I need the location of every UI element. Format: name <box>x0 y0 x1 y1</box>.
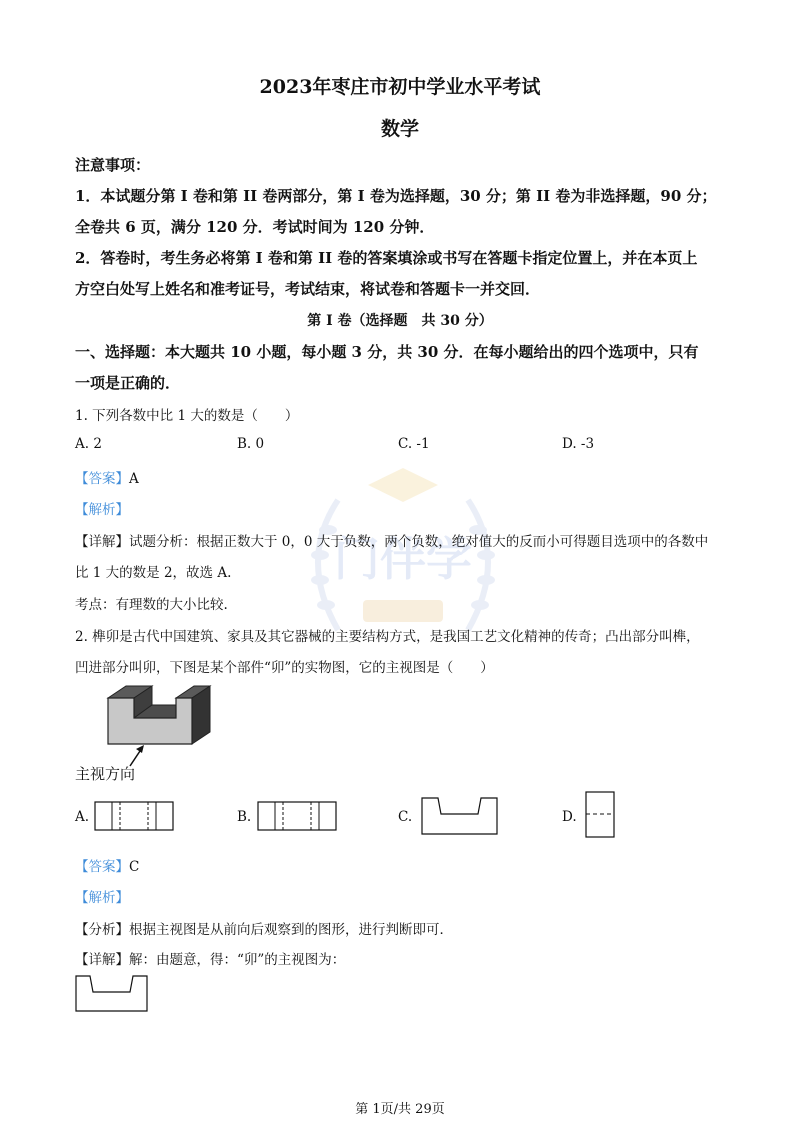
q1-option-a: A. 2 <box>75 436 102 452</box>
q2-option-a-figure <box>94 801 176 833</box>
q2-detail <box>75 948 345 968</box>
q2-answer: C <box>129 859 140 875</box>
notice-line-1a: 1．本试题分第 I 卷和第 II 卷两部分，第 I 卷为选择题，30 分；第 II 卷为非选择题，90 分； <box>75 187 717 205</box>
mortise-3d-figure <box>100 682 220 772</box>
q2-stem-b: 凹进部分叫卯，下图是某个部件“卯”的实物图，它的主视图是（ ） <box>75 660 494 676</box>
q1-option-c: C. -1 <box>398 436 430 452</box>
q2-answer-line <box>75 855 139 875</box>
q1-detail-text: 试题分析：根据正数大于 0，0 大于负数，两个负数，绝对值大的反而小可得题目选项中的各数中 <box>129 534 709 550</box>
detail-tag: 【详解】 <box>75 952 129 968</box>
part1-title: 第 I 卷（选择题 共 30 分） <box>307 313 493 329</box>
answer-tag: 【答案】 <box>75 859 129 875</box>
q2-option-d-label: D. <box>562 809 577 825</box>
watermark-logo <box>268 440 538 690</box>
q1-option-d: D. -3 <box>562 436 595 452</box>
answer-tag: 【答案】 <box>75 471 129 487</box>
q1-detail-a <box>75 530 708 550</box>
analysis-tag: 【解析】 <box>75 890 129 906</box>
q2-fenxi-text: 根据主视图是从前向后观察到的图形，进行判断即可． <box>129 922 453 938</box>
q2-option-c-label: C. <box>398 809 413 825</box>
q2-option-b-figure <box>257 801 339 833</box>
notice-line-2a: 2．答卷时，考生务必将第 I 卷和第 II 卷的答案填涂或书写在答题卡指定位置上，并在本页上 <box>75 249 698 267</box>
notice-heading: 注意事项： <box>75 156 151 174</box>
fenxi-tag: 【分析】 <box>75 922 129 938</box>
q1-option-b: B. 0 <box>237 436 265 452</box>
section-heading-b: 一项是正确的． <box>75 374 181 392</box>
q2-option-d-figure <box>585 791 617 839</box>
q2-stem-a: 2. 榫卯是古代中国建筑、家具及其它器械的主要结构方式，是我国工艺文化精神的传奇；凸出部分叫榫， <box>75 629 700 645</box>
q1-stem: 1. 下列各数中比 1 大的数是（ ） <box>75 408 299 424</box>
q2-solution-figure <box>74 974 150 1014</box>
q2-fenxi <box>75 918 453 938</box>
exam-title: 2023年枣庄市初中学业水平考试 <box>259 76 541 98</box>
notice-line-2b: 方空白处写上姓名和准考证号，考试结束，将试卷和答题卡一并交回． <box>75 280 541 298</box>
analysis-tag: 【解析】 <box>75 502 129 518</box>
subject-title: 数学 <box>380 118 419 140</box>
watermark-text: 门伴学 <box>334 532 472 586</box>
q1-answer-line <box>75 467 139 487</box>
q2-option-b-label: B. <box>237 809 252 825</box>
section-heading-a: 一、选择题：本大题共 10 小题，每小题 3 分，共 30 分．在每小题给出的四个选项中，只有 <box>75 343 699 361</box>
q2-figure-caption: 主视方向 <box>75 765 136 783</box>
q2-option-c-figure <box>420 796 500 836</box>
q1-detail-b: 比 1 大的数是 2，故选 A. <box>75 565 232 581</box>
page-number: 第 1页/共 29页 <box>355 1102 445 1117</box>
notice-line-1b: 全卷共 6 页，满分 120 分．考试时间为 120 分钟． <box>75 218 435 236</box>
q2-detail-text: 解：由题意，得：“卯”的主视图为： <box>129 952 346 968</box>
detail-tag: 【详解】 <box>75 534 129 550</box>
q1-answer: A <box>129 471 139 487</box>
q2-option-a-label: A. <box>75 809 90 825</box>
q1-note: 考点：有理数的大小比较. <box>75 597 228 613</box>
